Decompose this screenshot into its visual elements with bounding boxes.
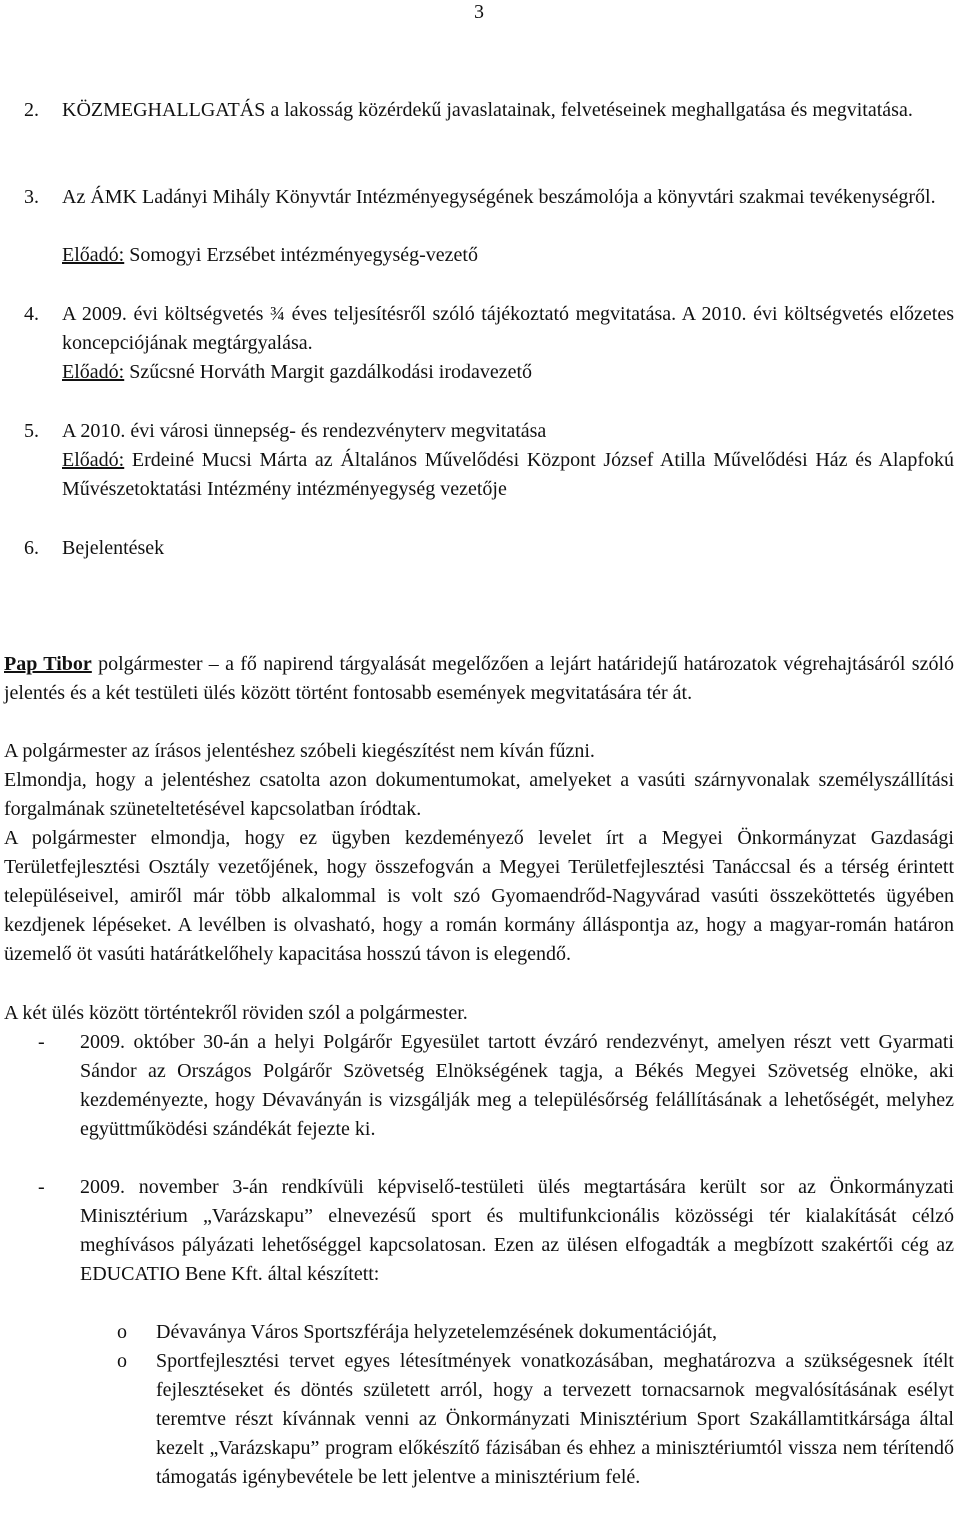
agenda-number: 2. — [24, 99, 39, 121]
paragraph-text: polgármester – a fő napirend tárgyalását megelőzően a lejárt határidejű határozatok végrehajtásáról szóló jelentés és a két testületi ülés között történt fontosabb események megvitatására tér át. — [4, 653, 954, 704]
agenda-presenter — [62, 446, 954, 504]
presenter-name: Szűcsné Horváth Margit gazdálkodási irodavezető — [124, 361, 533, 383]
agenda-item-text: KÖZMEGHALLGATÁS a lakosság közérdekű javaslatainak, felvetéseinek meghallgatása és megvitatása. — [62, 99, 913, 121]
agenda-item-text: Az ÁMK Ladányi Mihály Könyvtár Intézményegységének beszámolója a könyvtári szakmai tevékenységről. — [62, 186, 936, 208]
agenda-item-text: A 2010. évi városi ünnepség- és rendezvényterv megvitatása — [62, 420, 547, 442]
agenda-presenter — [62, 358, 954, 387]
page-number: 3 — [474, 1, 484, 23]
presenter-label: Előadó: — [62, 361, 125, 383]
list-bullet: o — [117, 1321, 127, 1343]
list-item: Sportfejlesztési tervet egyes létesítmények vonatkozásában, meghatározva a szükségesnek ítélt fejlesztéseket és döntés született arról, hogy a tervezett tornacsarnok megvalósításának esélyt teremtve részt kívánnak venni az Önkormányzati Minisztérium Sport Szakállamtitkársága által kezelt „Varázskapu” program előkészítő fázisában és ehhez a minisztériumtól vissza nem térítendő támogatás igénybevétele be lett jelentve a minisztérium felé. — [156, 1350, 954, 1488]
presenter-name: Erdeiné Mucsi Márta az Általános Művelődési Központ József Atilla Művelődési Ház és Alapfokú Művészetoktatási Intézmény intézményegység vezetője — [62, 449, 954, 500]
list-item: Dévaványa Város Sportszférája helyzetelemzésének dokumentációját, — [156, 1321, 718, 1343]
agenda-number: 6. — [24, 537, 39, 559]
presenter-label: Előadó: — [62, 449, 125, 471]
body-paragraph: Elmondja, hogy a jelentéshez csatolta azon dokumentumokat, amelyeket a vasúti szárnyvonalak személyszállítási forgalmának szüneteltetésével kapcsolatban íródtak. — [4, 769, 954, 820]
list-bullet: - — [38, 1031, 45, 1053]
agenda-number: 3. — [24, 186, 39, 208]
presenter-name: Somogyi Erzsébet intézményegység-vezető — [124, 244, 478, 266]
body-paragraph: A két ülés között történtekről röviden szól a polgármester. — [4, 1002, 468, 1024]
list-item: 2009. november 3-án rendkívüli képviselő-testületi ülés megtartására került sor az Önkormányzati Minisztérium „Varázskapu” elnevezésű sport és multifunkcionális közösségi tér kialakítását célzó meghívásos pályázati lehetőséggel kapcsolatosan. Ezen az ülésen elfogadták a megbízott szakértői cég az EDUCATIO Bene Kft. által készített: — [80, 1176, 954, 1285]
agenda-number: 5. — [24, 420, 39, 442]
list-bullet: o — [117, 1350, 127, 1372]
body-paragraph: A polgármester elmondja, hogy ez ügyben kezdeményező levelet írt a Megyei Önkormányzat Gazdasági Területfejlesztési Osztály vezetőjének, hogy összefogván a Megyei Területfejlesztési Tanáccsal és a térség érintett településeivel, amiről már több alkalommal is volt szó Gyomaendrőd-Nagyvárad vasúti összeköttetés ügyében kezdjenek lépéseket. A levélben is olvasható, hogy a román kormány álláspontja az, hogy a magyar-román határon üzemelő öt vasúti határátkelőhely kapacitása hosszú távon is elegendő. — [4, 827, 954, 965]
body-paragraph — [4, 650, 954, 708]
presenter-label: Előadó: — [62, 244, 125, 266]
agenda-presenter — [62, 241, 954, 270]
speaker-name: Pap Tibor — [4, 653, 92, 675]
agenda-number: 4. — [24, 303, 39, 325]
body-paragraph: A polgármester az írásos jelentéshez szóbeli kiegészítést nem kíván fűzni. — [4, 740, 595, 762]
list-bullet: - — [38, 1176, 45, 1198]
agenda-item-text: Bejelentések — [62, 537, 165, 559]
agenda-item-text: A 2009. évi költségvetés ¾ éves teljesítésről szóló tájékoztató megvitatása. A 2010. évi költségvetés előzetes koncepciójának megtárgyalása. — [62, 303, 954, 354]
list-item: 2009. október 30-án a helyi Polgárőr Egyesület tartott évzáró rendezvényt, amelyen részt vett Gyarmati Sándor az Országos Polgárőr Szövetség Elnökségének tagja, a Békés Megyei Szövetség elnöke, aki kezdeményezte, hogy Dévaványán is vizsgálják meg a településőrség felállításának a lehetőségét, melyhez együttműködési szándékát fejezte ki. — [80, 1031, 954, 1140]
